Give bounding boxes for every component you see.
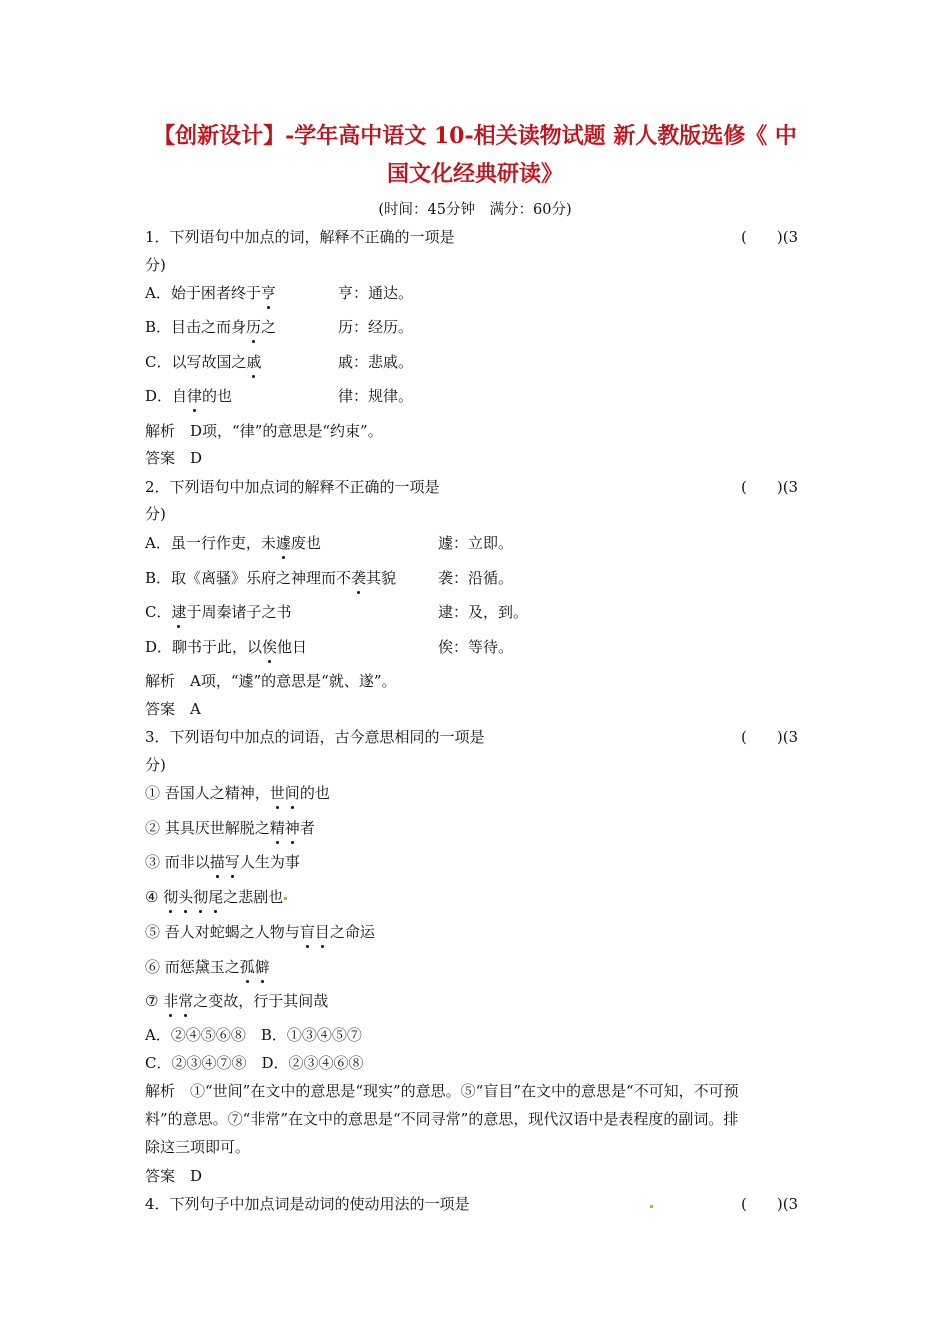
q3-answer-blank: ( )(3 — [741, 728, 799, 746]
q3-item-4: ④ 彻头彻尾之悲剧也 — [145, 888, 284, 906]
dotted-word: 戚 — [246, 353, 262, 371]
document-title-line-2: 国文化经典研读》 — [386, 161, 563, 187]
q3-item-7: ⑦ 非常之变故，行于其间哉 — [145, 992, 329, 1010]
dotted-character: 常 — [178, 992, 194, 1010]
q3-item-2: ② 其具厌世解脱之精神者 — [145, 819, 315, 837]
q1-answer: 答案 D — [145, 449, 203, 467]
q1-option-a-gloss: 亨：通达。 — [338, 284, 414, 302]
q2-score: 分) — [145, 505, 166, 523]
dotted-character: 孤 — [239, 958, 255, 976]
q3-item-6: ⑥ 而惩黛玉之孤僻 — [145, 958, 270, 976]
q1-option-d-gloss: 律：规律。 — [338, 387, 414, 405]
q2-stem: 2．下列语句中加点词的解释不正确的一项是 — [145, 478, 440, 496]
scan-speck — [284, 897, 287, 900]
dotted-character: 精 — [269, 819, 285, 837]
dotted-word — [300, 923, 330, 941]
q1-analysis: 解析 D项，“律”的意思是“约束”。 — [145, 422, 383, 440]
exam-time-score: (时间：45分钟 满分：60分) — [378, 202, 572, 218]
dotted-word — [210, 853, 240, 871]
dotted-character: 彻 — [193, 888, 209, 906]
q2-option-b-gloss: 袭：沿循。 — [438, 569, 514, 587]
dotted-character: 非 — [163, 992, 179, 1010]
q3-analysis-line-1: 解析 ①“世间”在文中的意思是“现实”的意思。⑤“盲目”在文中的意思是“不可知，不可预 — [145, 1082, 739, 1100]
dotted-character: 僻 — [254, 958, 270, 976]
q2-option-c-gloss: 逮：及，到。 — [438, 603, 529, 621]
dotted-word — [163, 888, 223, 906]
q2-option-d-gloss: 俟：等待。 — [438, 638, 514, 656]
q3-stem: 3．下列语句中加点的词语，古今意思相同的一项是 — [145, 728, 485, 746]
q4-stem: 4．下列句子中加点词是动词的使动用法的一项是 — [145, 1195, 470, 1213]
dotted-word: 亨 — [260, 284, 276, 302]
q2-option-a-gloss: 遽：立即。 — [438, 534, 514, 552]
dotted-character: 描 — [209, 853, 225, 871]
q2-option-b: B．取《离骚》乐府之神理而不袭其貌 — [145, 569, 397, 587]
q2-answer: 答案 A — [145, 700, 201, 718]
dotted-character: 世 — [269, 784, 285, 802]
q1-option-b-gloss: 历：经历。 — [338, 318, 414, 336]
q3-analysis-line-2: 料”的意思。⑦“非常”在文中的意思是“不同寻常”的意思，现代汉语中是表程度的副词。排 — [145, 1110, 739, 1128]
q1-stem: 1．下列语句中加点的词，解释不正确的一项是 — [145, 228, 455, 246]
q1-option-a: A．始于困者终于亨 — [145, 284, 276, 302]
dotted-word — [270, 784, 300, 802]
dotted-character: 目 — [314, 923, 330, 941]
dotted-character: 彻 — [163, 888, 179, 906]
dotted-character: 头 — [178, 888, 194, 906]
q2-analysis: 解析 A项，“遽”的意思是“就、遂”。 — [145, 672, 397, 690]
dotted-word: 逮 — [171, 603, 187, 621]
dotted-word: 遽 — [275, 534, 291, 552]
q1-score: 分) — [145, 256, 166, 274]
dotted-character: 间 — [284, 784, 300, 802]
q3-options-cd: C．②③④⑦⑧ D．②③④⑥⑧ — [145, 1054, 364, 1072]
q3-item-5: ⑤ 吾人对蛇蝎之人物与盲目之命运 — [145, 923, 375, 941]
document-title-line-1: 【创新设计】-学年高中语文 10-相关读物试题 新人教版选修《 中 — [153, 123, 797, 149]
dotted-word — [163, 992, 193, 1010]
dotted-character: 尾 — [208, 888, 224, 906]
q1-option-b: B．目击之而身历之 — [145, 318, 277, 336]
q3-analysis-line-3: 除这三项即可。 — [145, 1138, 251, 1156]
dotted-word — [240, 958, 270, 976]
dotted-word — [270, 819, 300, 837]
q3-item-3: ③ 而非以描写人生为事 — [145, 853, 300, 871]
dotted-word: 律 — [187, 387, 203, 405]
q3-answer: 答案 D — [145, 1167, 203, 1185]
q1-answer-blank: ( )(3 — [741, 228, 799, 246]
dotted-word: 袭 — [351, 569, 367, 587]
q1-option-d: D．自律的也 — [145, 387, 233, 405]
q2-answer-blank: ( )(3 — [741, 478, 799, 496]
q3-options-ab: A．②④⑤⑥⑧ B．①③④⑤⑦ — [145, 1026, 362, 1044]
scan-speck — [650, 1205, 653, 1208]
q3-item-1: ① 吾国人之精神，世间的也 — [145, 784, 330, 802]
dotted-word: 俟 — [262, 638, 278, 656]
q1-option-c: C．以写故国之戚 — [145, 353, 262, 371]
q1-option-c-gloss: 戚：悲戚。 — [338, 353, 414, 371]
dotted-word: 历 — [246, 318, 262, 336]
q4-answer-blank: ( )(3 — [741, 1195, 799, 1213]
q2-option-a: A．虽一行作吏，未遽废也 — [145, 534, 321, 552]
dotted-character: 盲 — [299, 923, 315, 941]
q3-score: 分) — [145, 756, 166, 774]
dotted-character: 神 — [284, 819, 300, 837]
q2-option-c: C．逮于周秦诸子之书 — [145, 603, 292, 621]
q2-option-d: D．聊书于此，以俟他日 — [145, 638, 308, 656]
dotted-character: 写 — [224, 853, 240, 871]
